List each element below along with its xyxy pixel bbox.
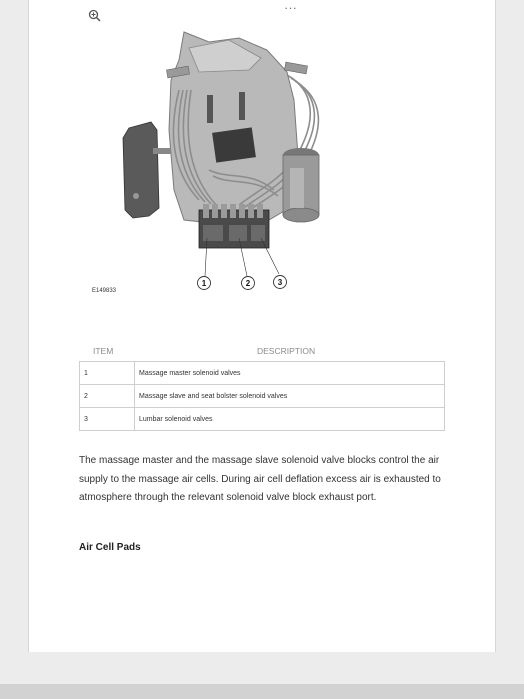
table-cell-item: 3 (80, 408, 135, 431)
table-cell-description: Massage slave and seat bolster solenoid valves (135, 385, 445, 408)
callout-2 (242, 277, 255, 290)
svg-text:3: 3 (277, 278, 283, 287)
callout-3 (274, 276, 287, 289)
callout-1 (198, 277, 211, 290)
svg-text:2: 2 (245, 279, 251, 288)
body-paragraph: The massage master and the massage slave solenoid valve blocks control the air supply to the massage air cells. During air cell deflation excess air is exhausted to atmosphere through the relevant solenoid valve block exhaust port. (79, 455, 441, 503)
seat-solenoid-illustration (89, 20, 349, 290)
table-row (80, 408, 445, 431)
parts-table (79, 361, 445, 431)
table-cell-description: Massage master solenoid valves (135, 362, 445, 385)
table-header-description: DESCRIPTION (257, 346, 316, 356)
figure-id-label: E149833 (92, 288, 117, 294)
table-cell-description: Lumbar solenoid valves (135, 408, 445, 431)
bottom-bar (0, 684, 524, 699)
document-page (28, 0, 496, 652)
more-icon[interactable]: ... (284, 0, 298, 12)
table-header-item: ITEM (93, 346, 114, 356)
table-cell-item: 1 (80, 362, 135, 385)
svg-text:1: 1 (201, 279, 207, 288)
table-row (80, 362, 445, 385)
table-row (80, 385, 445, 408)
section-heading: Air Cell Pads (79, 542, 141, 553)
table-cell-item: 2 (80, 385, 135, 408)
